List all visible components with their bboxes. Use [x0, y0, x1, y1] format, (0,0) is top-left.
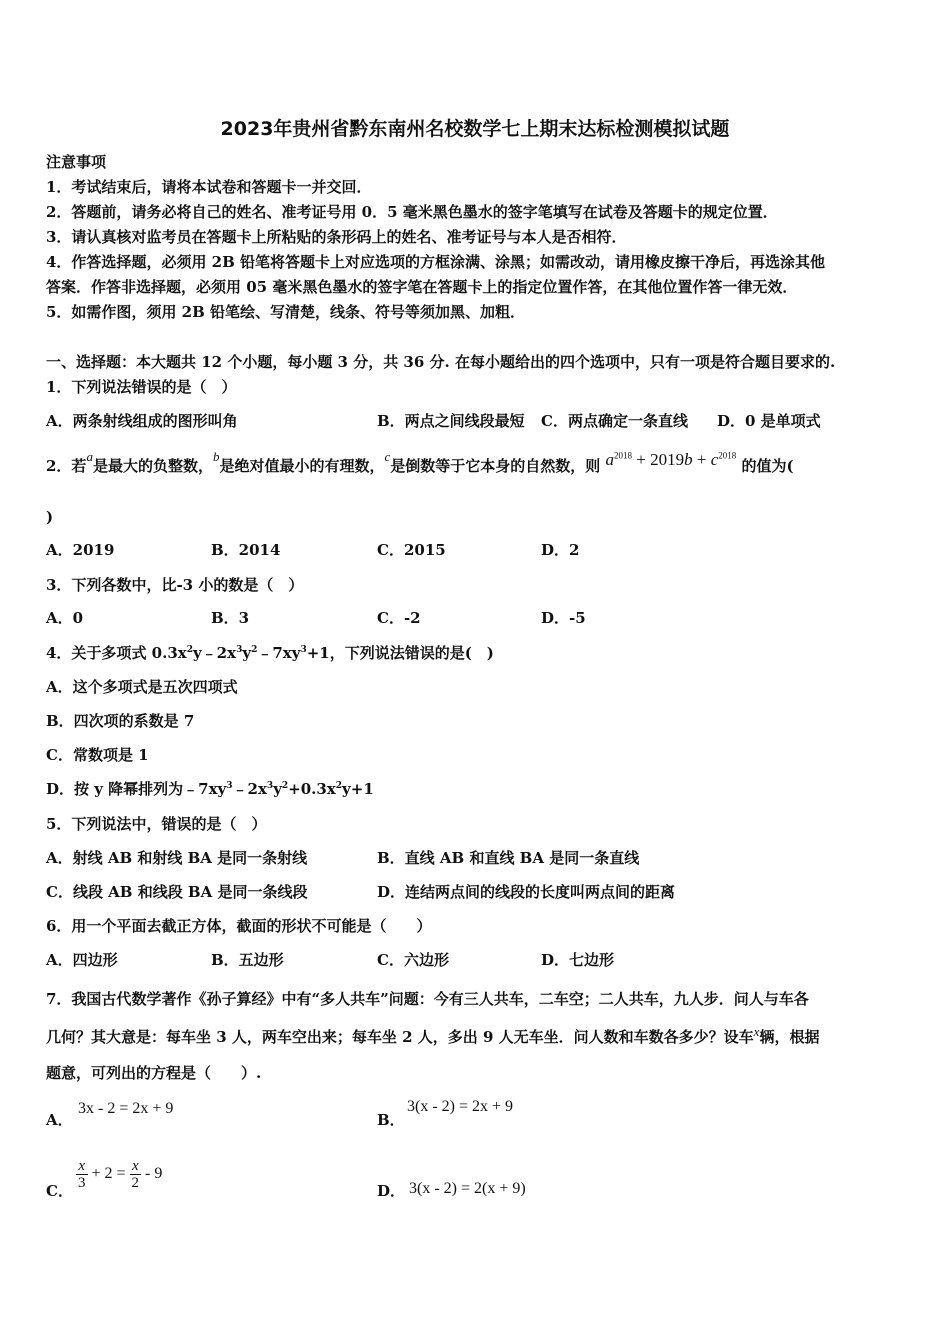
q6-option-c: C．六边形	[377, 951, 449, 969]
q7-option-b-equation: 3(x - 2) = 2x + 9	[407, 1098, 514, 1115]
section-heading: 一、选择题：本大题共 12 个小题，每小题 3 分，共 36 分. 在每小题给出的四个选项中，只有一项是符合题目要求的.	[46, 353, 836, 371]
q1-option-d: D．0 是单项式	[717, 412, 821, 430]
q3-option-b: B．3	[211, 609, 250, 627]
q3-option-d: D．-5	[541, 609, 586, 627]
q7-option-c-equation: $\frac{x}{3}$ + 2 = $\frac{x}{2}$ - 9	[78, 1158, 163, 1191]
q7-option-d-equation: 3(x - 2) = 2(x + 9)	[409, 1180, 526, 1197]
q4-option-c: C．常数项是 1	[46, 746, 149, 764]
q7-option-a-equation: 3x - 2 = 2x + 9	[78, 1100, 174, 1117]
q2-option-c: C．2015	[377, 541, 446, 559]
q2-option-b: B．2014	[211, 541, 281, 559]
q4-option-b: B．四次项的系数是 7	[46, 712, 195, 730]
question-4-stem: 4．关于多项式 $0.3x^2y﹣2x^3y^2﹣7xy^3+1$，下列说法错误的是( )	[46, 644, 494, 662]
question-2-stem-end: )	[46, 508, 54, 526]
notice-item: 3．请认真核对监考员在答题卡上所粘贴的条形码上的姓名、准考证号与本人是否相符．	[46, 228, 627, 246]
q3-option-c: C．-2	[377, 609, 421, 627]
q7-option-b-label: B．	[377, 1111, 405, 1129]
q5-option-c: C．线段 AB 和线段 BA 是同一条线段	[46, 883, 308, 901]
question-1-stem: 1．下列说法错误的是（ ）	[46, 378, 237, 396]
notice-item: 2．答题前，请务必将自己的姓名、准考证号用 0．5 毫米黑色墨水的签字笔填写在试卷及答题卡的规定位置．	[46, 203, 778, 221]
q7-option-d-label: D．	[377, 1182, 406, 1200]
q2-option-d: D．2	[541, 541, 580, 559]
notice-heading: 注意事项	[46, 153, 107, 171]
notice-item: 1．考试结束后，请将本试卷和答题卡一并交回．	[46, 178, 372, 196]
q5-option-a: A．射线 AB 和射线 BA 是同一条射线	[46, 849, 308, 867]
notice-item: 答案．作答非选择题，必须用 05 毫米黑色墨水的签字笔在答题卡上的指定位置作答，在其他位置作答一律无效．	[46, 278, 798, 296]
q4-option-a: A．这个多项式是五次四项式	[46, 678, 238, 696]
q1-option-a: A．两条射线组成的图形叫角	[46, 412, 238, 430]
question-6-stem: 6．用一个平面去截正方体，截面的形状不可能是（ ）	[46, 917, 432, 935]
question-7-line: 几何？其大意是：每车坐 3 人，两车空出来；每车坐 2 人，多出 9 人无车坐．问人数和车数各多少？设车$^x$辆，根据	[46, 1024, 820, 1046]
q7-option-a-label: A．	[46, 1111, 73, 1129]
q7-option-c-label: C．	[46, 1182, 73, 1200]
q6-option-b: B．五边形	[211, 951, 284, 969]
q5-option-d: D．连结两点间的线段的长度叫两点间的距离	[377, 883, 676, 901]
q6-option-d: D．七边形	[541, 951, 615, 969]
q1-option-c: C．两点确定一条直线	[541, 412, 688, 430]
q1-option-b: B．两点之间线段最短	[377, 412, 525, 430]
question-5-stem: 5．下列说法中，错误的是（ ）	[46, 815, 267, 833]
q3-option-a: A．0	[46, 609, 84, 627]
notice-item: 4．作答选择题，必须用 2B 铅笔将答题卡上对应选项的方框涂满、涂黑；如需改动，请用橡皮擦干净后，再选涂其他	[46, 253, 826, 271]
q5-option-b: B．直线 AB 和直线 BA 是同一条直线	[377, 849, 640, 867]
notice-item: 5．如需作图，须用 2B 铅笔绘、写清楚，线条、符号等须加黑、加粗．	[46, 303, 525, 321]
q2-option-a: A．2019	[46, 541, 115, 559]
q4-option-d: D．按 y 降幂排列为$﹣7xy^3﹣2x^3y^2+0.3x^2y+1$	[46, 780, 374, 798]
question-2-stem: 2．若$^a$是最大的负整数，$^b$是绝对值最小的有理数，$^c$是倒数等于它本身的自然数，则 $a^{2018} + 2019b + c^{2018}$ 的值为(	[46, 449, 794, 475]
page-title: 2023年贵州省黔东南州名校数学七上期末达标检测模拟试题	[220, 118, 730, 140]
question-7-line: 7．我国古代数学著作《孙子算经》中有“多人共车”问题：今有三人共车，二车空；二人共车，九人步．问人与车各	[46, 990, 809, 1008]
question-3-stem: 3．下列各数中，比-3 小的数是（ ）	[46, 576, 304, 594]
q6-option-a: A．四边形	[46, 951, 118, 969]
question-7-line: 题意，可列出的方程是（ ）.	[46, 1064, 262, 1082]
